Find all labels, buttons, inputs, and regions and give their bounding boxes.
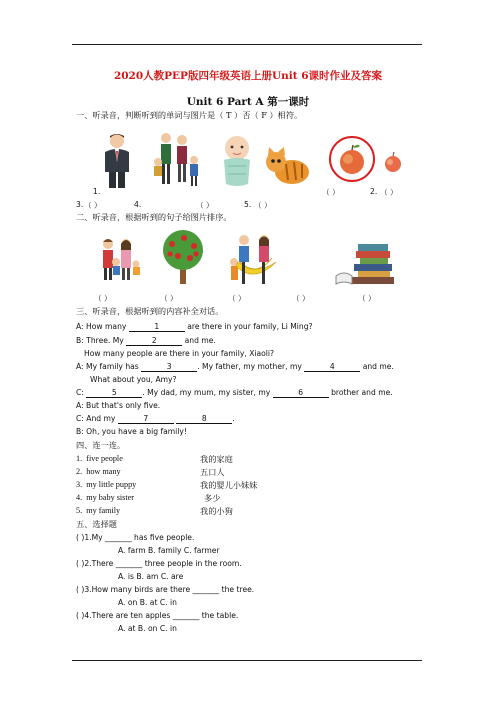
document-subtitle: Unit 6 Part A 第一课时 — [186, 96, 310, 108]
dialogue-line-1: A: How many 1 are there in your family, Li Ming? — [76, 322, 313, 331]
apple-icon — [328, 134, 376, 184]
dialogue-line-5: What about you, Amy? — [90, 375, 177, 384]
section1-heading: 一、听录音，判断听到的单词与图片是（ T ）否（ F ）相符。 — [76, 110, 303, 120]
family-bananas-icon — [226, 232, 278, 286]
picture-order-blank-4[interactable]: （ ） — [292, 294, 310, 303]
blank-3[interactable]: 3 — [141, 362, 197, 372]
match-chinese[interactable]: 我的小狗 — [200, 507, 233, 516]
match-row-3: 3. my little puppy 我的婴儿小妹妹 — [76, 480, 258, 490]
question-1: ( )1.My _______ has five people. — [76, 533, 195, 542]
match-row-2: 2. how many 五口人 — [76, 467, 225, 477]
family-of-four-icon — [96, 236, 142, 282]
blank-2[interactable]: 2 — [126, 336, 182, 346]
question-4-options[interactable]: A. at B. on C. in — [118, 624, 177, 633]
question-1-options[interactable]: A. farm B. family C. farmer — [118, 546, 220, 555]
picture-order-blank-1[interactable]: （ ） — [94, 294, 112, 303]
question-4: ( )4.There are ten apples _______ the table. — [76, 611, 239, 620]
blank-6[interactable]: 6 — [273, 388, 329, 398]
match-row-4: 4. my baby sister 多少 — [76, 493, 221, 503]
picture-order-blank-5[interactable]: （ ） — [358, 294, 376, 303]
match-chinese[interactable]: 我的婴儿小妹妹 — [200, 481, 258, 490]
match-row-1: 1. five people 我的家庭 — [76, 454, 233, 464]
dialogue-line-7: A: But that's only five. — [76, 401, 161, 410]
section5-heading: 五、选择题 — [76, 519, 117, 529]
section4-heading: 四、连一连。 — [76, 440, 126, 450]
item5-answer-blank[interactable]: （ ） — [254, 201, 272, 210]
item2-answer-blank[interactable]: （ ） — [322, 188, 340, 197]
match-english[interactable]: my family — [86, 506, 121, 515]
dialogue-line-9: B: Oh, you have a big family! — [76, 427, 187, 436]
question-3: ( )3.How many birds are there _______ the tree. — [76, 585, 255, 594]
item3-label: 3. — [76, 200, 84, 209]
picture-order-blank-2[interactable]: （ ） — [160, 294, 178, 303]
section3-heading: 三、听录音，根据听到的内容补全对话。 — [76, 306, 224, 316]
item3-answer-blank[interactable]: （ ） — [84, 201, 102, 210]
item4-answer-blank[interactable]: （ ） — [196, 201, 214, 210]
dialogue-line-3: How many people are there in your family, Xiaoli? — [84, 349, 275, 358]
blank-5[interactable]: 5 — [86, 388, 142, 398]
blank-4[interactable]: 4 — [304, 362, 360, 372]
match-english[interactable]: my little puppy — [86, 480, 137, 489]
match-english[interactable]: five people — [86, 454, 123, 463]
match-chinese[interactable]: 我的家庭 — [200, 455, 233, 464]
match-chinese[interactable]: 多少 — [204, 494, 221, 503]
item2-label: 2. — [370, 187, 378, 196]
match-english[interactable]: my baby sister — [86, 493, 134, 502]
question-2-options[interactable]: A. is B. am C. are — [118, 572, 184, 581]
item4-label: 4. — [134, 200, 142, 209]
blank-1[interactable]: 1 — [129, 322, 185, 332]
baby-icon — [220, 134, 254, 188]
dialogue-line-8: C: And my 7 8 . — [76, 414, 235, 423]
item5-label: 5. — [244, 200, 252, 209]
question-3-options[interactable]: A. on B. at C. in — [118, 598, 177, 607]
apple-tree-icon — [160, 228, 206, 286]
match-english[interactable]: how many — [86, 467, 121, 476]
blank-8[interactable]: 8 — [176, 414, 232, 424]
bottom-rule — [72, 660, 422, 661]
question-2: ( )2.There _______ three people in the room. — [76, 559, 242, 568]
blank-7[interactable]: 7 — [118, 414, 174, 424]
item1-label: 1. — [93, 187, 101, 196]
books-icon — [334, 240, 398, 286]
top-rule — [72, 44, 422, 45]
small-apple-icon — [382, 150, 404, 174]
cat-icon — [264, 146, 312, 188]
document-title: 2020人教PEP版四年级英语上册Unit 6课时作业及答案 — [113, 70, 383, 82]
picture-order-blank-3[interactable]: （ ） — [228, 294, 246, 303]
dialogue-line-2: B: Three. My 2 and me. — [76, 336, 216, 345]
dialogue-line-4: A: My family has 3 . My father, my mother, my 4 and me. — [76, 362, 394, 371]
match-row-5: 5. my family 我的小狗 — [76, 506, 233, 516]
item2b-answer-blank[interactable]: （ ） — [380, 188, 398, 197]
match-chinese[interactable]: 五口人 — [200, 468, 225, 477]
man-icon — [100, 132, 134, 190]
family-icon — [152, 130, 202, 192]
dialogue-line-6: C: 5 . My dad, my mum, my sister, my 6 brother and me. — [76, 388, 393, 397]
section2-heading: 二、听录音，根据听到的句子给图片排序。 — [76, 212, 232, 222]
